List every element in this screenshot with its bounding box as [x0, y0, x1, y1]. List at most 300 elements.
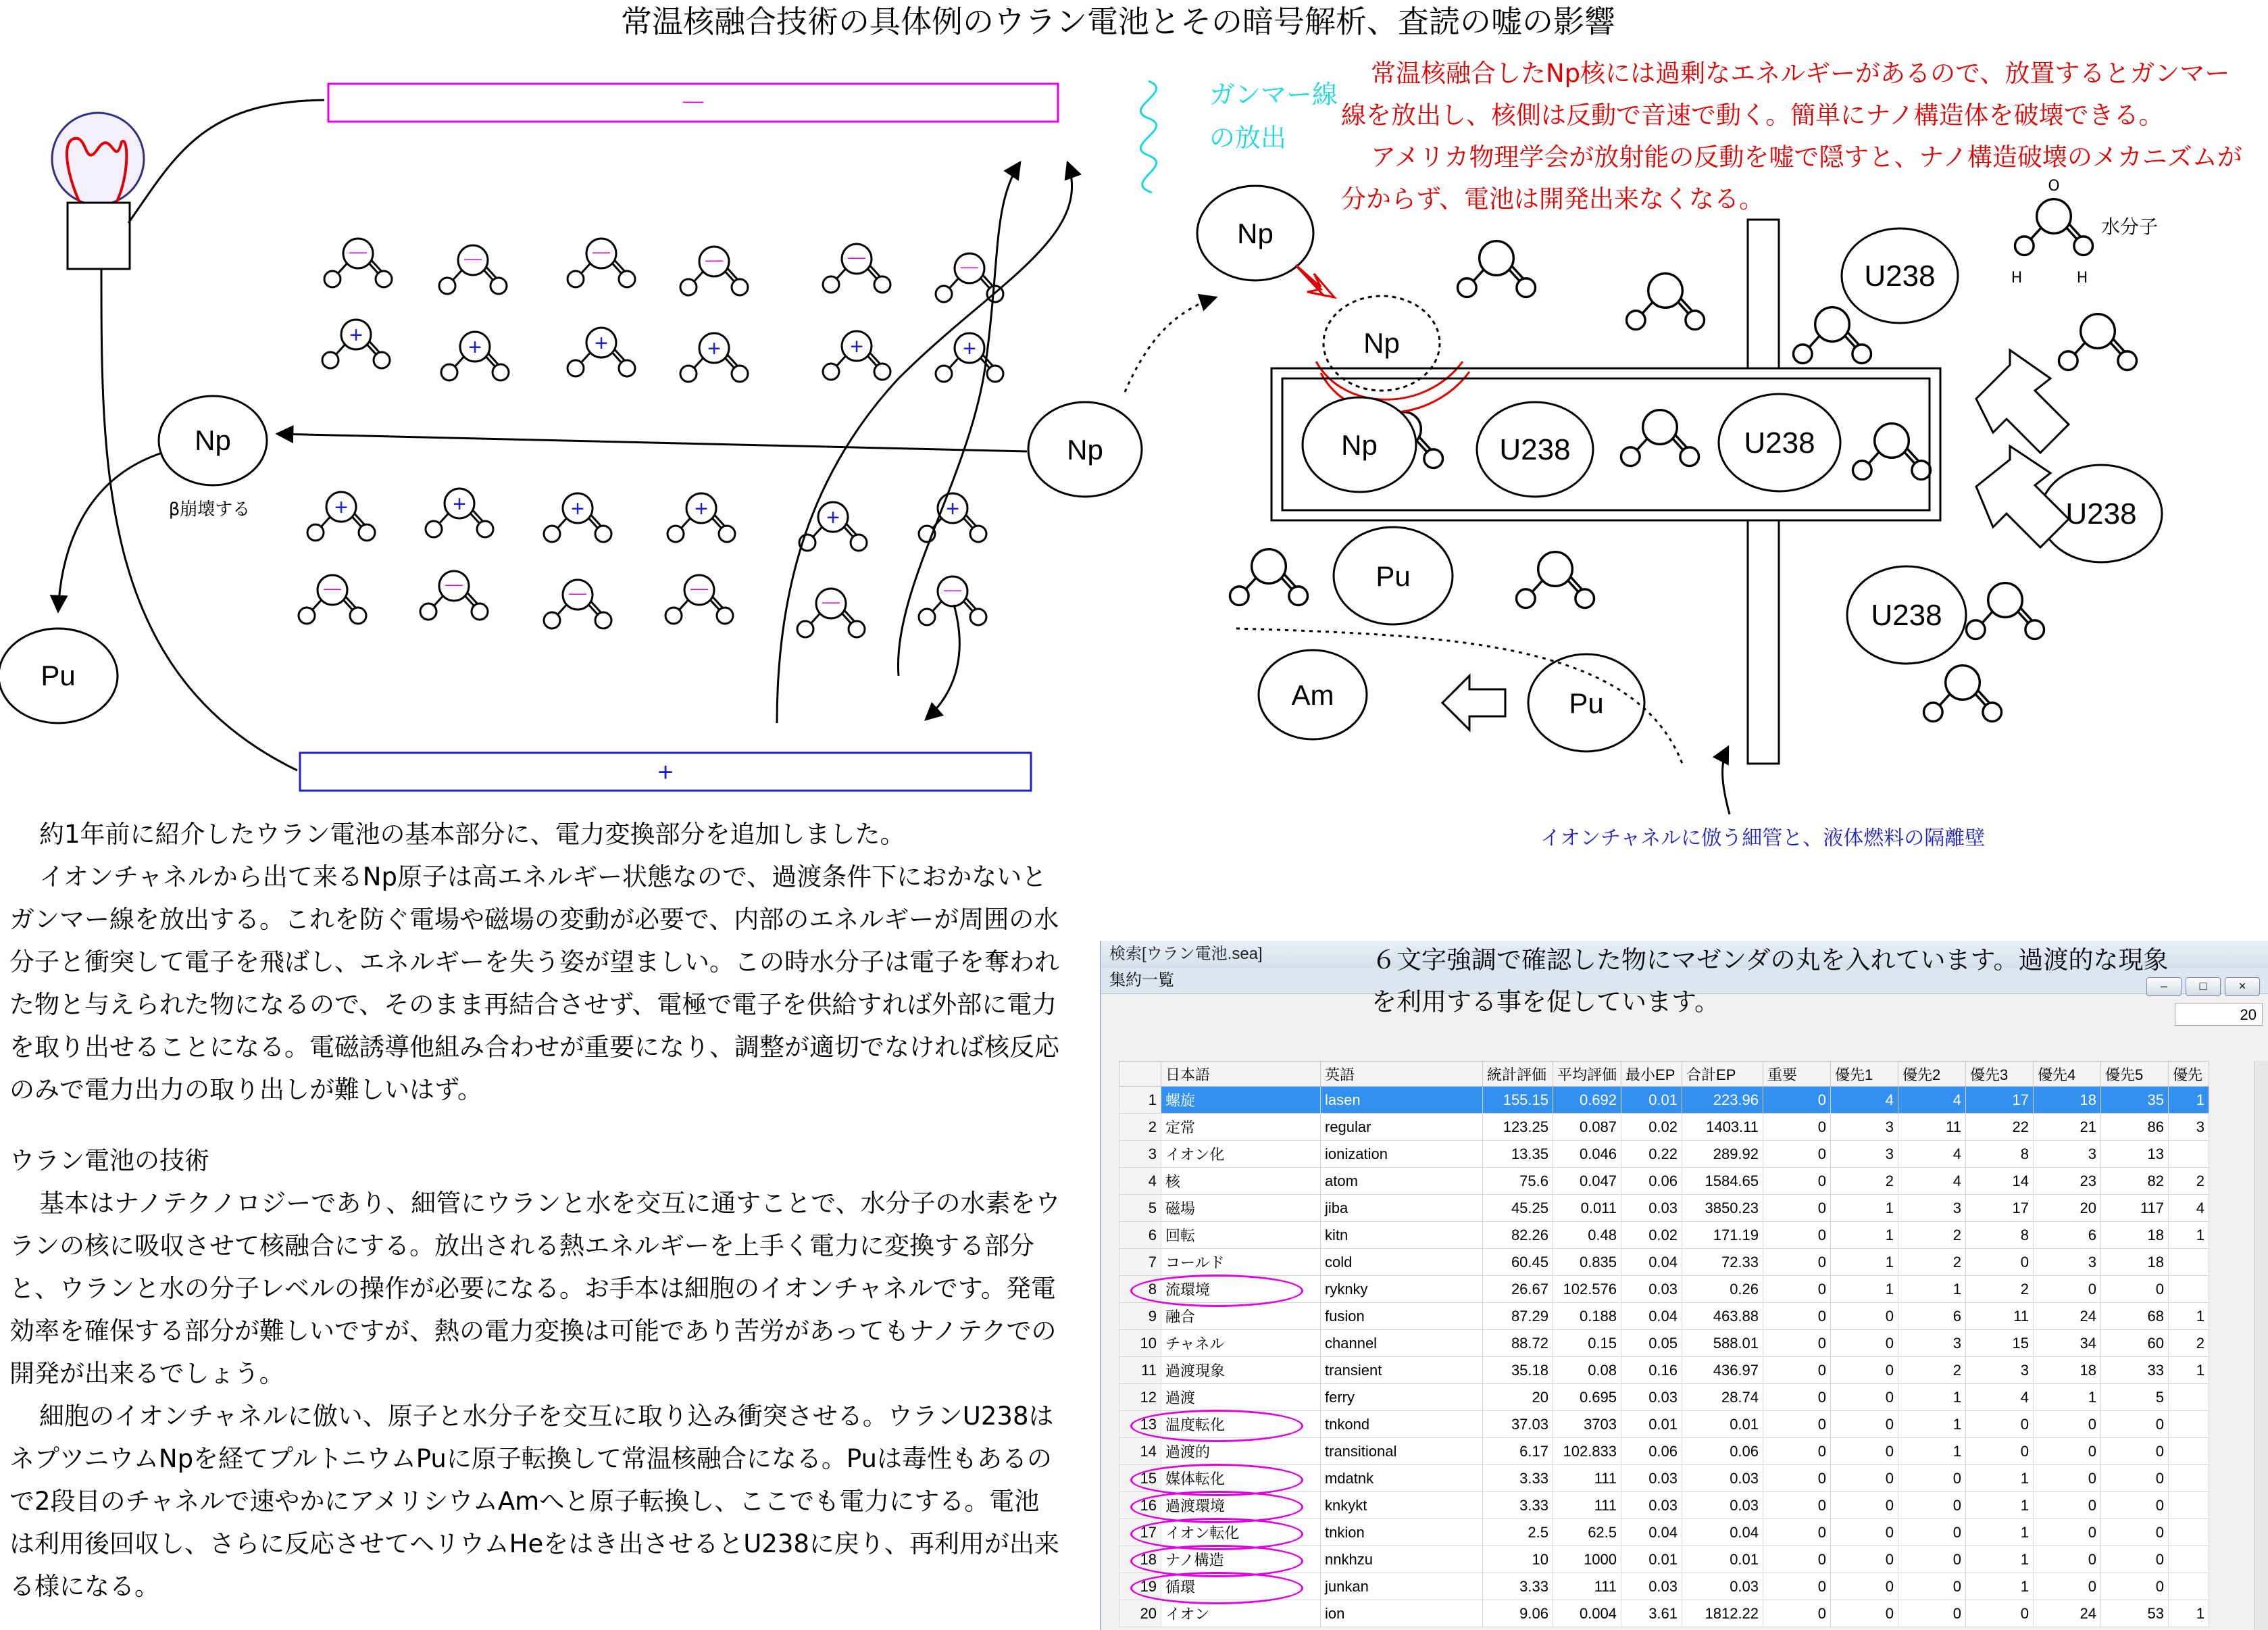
minus-charge-label: － — [321, 578, 344, 603]
table-cell: 4 — [1898, 1168, 1966, 1195]
positive-ion-molecule — [919, 493, 986, 542]
table-cell: 34 — [2034, 1330, 2101, 1357]
table-cell: 0 — [1831, 1357, 1898, 1384]
inflow-arrow-icon-1 — [1976, 350, 2069, 453]
row-number: 2 — [1119, 1114, 1161, 1141]
table-cell: 1 — [1966, 1465, 2034, 1492]
positive-ion-molecule — [441, 332, 509, 380]
result-count-field[interactable]: 20 — [2175, 1003, 2263, 1026]
table-cell: 1 — [1831, 1222, 1898, 1249]
table-cell: 0 — [2101, 1492, 2169, 1519]
column-header[interactable]: 優先1 — [1831, 1062, 1898, 1087]
table-cell: 0 — [1763, 1330, 1831, 1357]
plus-charge-label: + — [349, 322, 363, 348]
table-row[interactable] — [1119, 1276, 2209, 1303]
svg-text:Pu: Pu — [1376, 560, 1411, 592]
table-cell: 117 — [2101, 1195, 2169, 1222]
table-cell: 0 — [1763, 1546, 1831, 1573]
table-cell: 6 — [1898, 1303, 1966, 1330]
minus-charge-label: － — [590, 241, 613, 267]
row-number: 10 — [1119, 1330, 1161, 1357]
svg-text:Np: Np — [1363, 327, 1400, 359]
table-cell: 0 — [1898, 1519, 1966, 1546]
table-cell: 0.04 — [1682, 1519, 1763, 1546]
table-cell: 0 — [2034, 1573, 2101, 1600]
plus-charge-label: + — [946, 496, 959, 522]
table-cell: 0.047 — [1553, 1168, 1621, 1195]
water-molecule — [1458, 241, 1536, 297]
table-cell: 0 — [2034, 1546, 2101, 1573]
table-cell: 9.06 — [1483, 1600, 1553, 1627]
table-cell: 0 — [1898, 1573, 1966, 1600]
table-cell: lasen — [1321, 1087, 1483, 1114]
table-cell: 1 — [1898, 1411, 1966, 1438]
recoil-arrow-icon — [1296, 265, 1334, 297]
table-cell: 1 — [1898, 1384, 1966, 1411]
svg-text:Pu: Pu — [41, 660, 76, 691]
table-cell: 1 — [1831, 1276, 1898, 1303]
table-cell: 0.01 — [1682, 1546, 1763, 1573]
table-cell: 10 — [1483, 1546, 1553, 1573]
table-cell: 過渡環境 — [1161, 1492, 1321, 1519]
row-number: 7 — [1119, 1249, 1161, 1276]
table-cell: 3 — [1831, 1114, 1898, 1141]
channel-wall-caption: イオンチャネルに倣う細管と、液体燃料の隔離壁 — [1540, 826, 1986, 850]
table-cell: 60.45 — [1483, 1249, 1553, 1276]
svg-text:U238: U238 — [1499, 433, 1571, 466]
column-header[interactable]: 統計評価 — [1483, 1062, 1553, 1087]
plus-charge-label: + — [571, 496, 584, 522]
water-molecule — [1967, 583, 2044, 639]
column-header[interactable]: 優先 — [2169, 1062, 2209, 1087]
water-molecule — [2059, 314, 2137, 370]
close-button[interactable]: × — [2225, 977, 2260, 996]
positive-ion-molecule — [568, 328, 635, 376]
table-cell: 4 — [1831, 1087, 1898, 1114]
table-cell: 流環境 — [1161, 1276, 1321, 1303]
table-cell: 0 — [2101, 1573, 2169, 1600]
positive-ion-molecule — [936, 333, 1003, 382]
table-cell: 111 — [1553, 1492, 1621, 1519]
column-header[interactable]: 重要 — [1763, 1062, 1831, 1087]
water-molecule — [1794, 307, 1871, 364]
table-cell — [2169, 1465, 2209, 1492]
table-cell: 0.22 — [1621, 1141, 1682, 1168]
table-cell: 0 — [1831, 1492, 1898, 1519]
table-cell: 0 — [1831, 1411, 1898, 1438]
u238-atom-channel-2 — [1719, 394, 1840, 491]
row-number: 6 — [1119, 1222, 1161, 1249]
table-cell: channel — [1321, 1330, 1483, 1357]
table-cell: 0.06 — [1682, 1438, 1763, 1465]
table-row[interactable] — [1119, 1438, 2209, 1465]
table-cell: 過渡 — [1161, 1384, 1321, 1411]
body-text — [9, 813, 1063, 1608]
table-cell: 1812.22 — [1682, 1600, 1763, 1627]
table-cell: tnkond — [1321, 1411, 1483, 1438]
negative-ion-molecule — [919, 576, 986, 625]
table-cell: 0 — [1763, 1222, 1831, 1249]
table-cell: 4 — [1898, 1087, 1966, 1114]
svg-text:Np: Np — [1237, 218, 1274, 249]
table-cell: 1 — [1898, 1438, 1966, 1465]
minimize-button[interactable]: – — [2146, 977, 2182, 996]
plus-charge-label: + — [963, 336, 976, 362]
table-cell: 463.88 — [1682, 1303, 1763, 1330]
table-row[interactable] — [1119, 1168, 2209, 1195]
table-cell: transitional — [1321, 1438, 1483, 1465]
row-number: 13 — [1119, 1411, 1161, 1438]
table-cell: 18 — [2034, 1087, 2101, 1114]
svg-text:Np: Np — [1341, 429, 1378, 461]
table-cell: 0 — [1763, 1465, 1831, 1492]
table-note: ６文字強調で確認した物にマゼンダの丸を入れています。過渡的な現象を利用する事を促しています。 — [1371, 945, 2169, 1016]
table-cell: 0 — [2101, 1276, 2169, 1303]
table-cell: 15 — [1966, 1330, 2034, 1357]
table-cell: ryknky — [1321, 1276, 1483, 1303]
column-header[interactable]: 優先4 — [2034, 1062, 2101, 1087]
minus-charge-label: － — [347, 241, 370, 267]
table-cell: 0.011 — [1553, 1195, 1621, 1222]
table-cell: 13.35 — [1483, 1141, 1553, 1168]
table-row[interactable] — [1119, 1357, 2209, 1384]
window-title: 検索[ウラン電池.sea] — [1101, 941, 2268, 968]
table-cell: 72.33 — [1682, 1249, 1763, 1276]
water-molecule — [1924, 666, 2002, 722]
table-cell: 2 — [1966, 1276, 2034, 1303]
table-cell: jiba — [1321, 1195, 1483, 1222]
table-cell: 0.01 — [1621, 1546, 1682, 1573]
table-cell: 0.835 — [1553, 1249, 1621, 1276]
table-cell: ion — [1321, 1600, 1483, 1627]
column-header[interactable]: 合計EP — [1682, 1062, 1763, 1087]
row-number: 11 — [1119, 1357, 1161, 1384]
table-cell: 60 — [2101, 1330, 2169, 1357]
table-cell — [2169, 1276, 2209, 1303]
table-cell: 102.833 — [1553, 1438, 1621, 1465]
vertical-scrollbar[interactable] — [2254, 1061, 2268, 1630]
table-cell: 4 — [1966, 1384, 2034, 1411]
table-row[interactable] — [1119, 1141, 2209, 1168]
table-cell: 11 — [1966, 1303, 2034, 1330]
table-cell: knkykt — [1321, 1492, 1483, 1519]
minus-electrode-label: － — [680, 89, 707, 118]
table-cell: 3 — [1831, 1141, 1898, 1168]
pu-atom-lower — [1528, 654, 1644, 751]
svg-text:U238: U238 — [1744, 426, 1815, 460]
gamma-ray-icon — [1140, 81, 1156, 193]
table-cell: junkan — [1321, 1573, 1483, 1600]
table-cell — [2169, 1249, 2209, 1276]
table-cell: 20 — [2034, 1195, 2101, 1222]
negative-ion-molecule — [420, 571, 488, 620]
table-cell: コールド — [1161, 1249, 1321, 1276]
separation-wall-upper — [1748, 220, 1779, 368]
np-atom-left — [159, 396, 267, 485]
table-cell: 0.16 — [1621, 1357, 1682, 1384]
column-header[interactable]: 優先5 — [2101, 1062, 2169, 1087]
table-row[interactable] — [1119, 1384, 2209, 1411]
table-cell: 17 — [1966, 1195, 2034, 1222]
column-header[interactable]: 優先2 — [1898, 1062, 1966, 1087]
table-row[interactable] — [1119, 1492, 2209, 1519]
table-row[interactable] — [1119, 1411, 2209, 1438]
table-cell: 0 — [1831, 1303, 1898, 1330]
table-cell: 温度転化 — [1161, 1411, 1321, 1438]
positive-ion-molecule — [426, 489, 493, 537]
column-header[interactable]: 日本語 — [1161, 1062, 1321, 1087]
table-cell: 289.92 — [1682, 1141, 1763, 1168]
row-number: 15 — [1119, 1465, 1161, 1492]
table-cell: 0 — [1966, 1600, 2034, 1627]
table-cell: 3.33 — [1483, 1492, 1553, 1519]
table-cell — [2169, 1573, 2209, 1600]
table-row[interactable] — [1119, 1114, 2209, 1141]
table-cell: 37.03 — [1483, 1411, 1553, 1438]
table-cell: 1000 — [1553, 1546, 1621, 1573]
plus-charge-label: + — [334, 495, 348, 520]
table-cell: 1 — [1966, 1546, 2034, 1573]
negative-ion-molecule — [568, 239, 635, 287]
table-cell: 0.03 — [1682, 1492, 1763, 1519]
minus-charge-label: － — [443, 574, 465, 599]
table-cell: 2 — [1898, 1222, 1966, 1249]
window-subtitle: 集約一覧 — [1101, 968, 2268, 994]
table-cell: 20 — [1483, 1384, 1553, 1411]
table-cell: 0 — [1898, 1465, 1966, 1492]
table-cell: 0.087 — [1553, 1114, 1621, 1141]
table-cell: 26.67 — [1483, 1276, 1553, 1303]
table-cell: 0.02 — [1621, 1114, 1682, 1141]
minus-charge-label: － — [703, 249, 726, 275]
table-cell: 磁場 — [1161, 1195, 1321, 1222]
water-molecule — [1621, 410, 1699, 466]
row-number: 1 — [1119, 1087, 1161, 1114]
red-note-line: 常温核融合したNp核には過剰なエネルギーがあるので、放置するとガンマー線を放出し、核側は反動で音速で動く。簡単にナノ構造体を破壊できる。 — [1341, 59, 2230, 130]
table-cell: 588.01 — [1682, 1330, 1763, 1357]
table-cell: 1 — [1966, 1492, 2034, 1519]
table-row[interactable] — [1119, 1087, 2209, 1114]
table-cell: 0 — [1763, 1195, 1831, 1222]
table-cell: 1403.11 — [1682, 1114, 1763, 1141]
negative-ion-molecule — [299, 575, 366, 624]
table-row[interactable] — [1119, 1600, 2209, 1627]
table-cell: 0.03 — [1621, 1276, 1682, 1303]
table-cell: 0 — [2034, 1465, 2101, 1492]
table-cell: 過渡的 — [1161, 1438, 1321, 1465]
table-cell: 0 — [1831, 1546, 1898, 1573]
beta-decay-label: β崩壊する — [168, 499, 251, 520]
negative-ion-molecule — [544, 580, 611, 628]
table-cell: 0.03 — [1621, 1465, 1682, 1492]
table-cell: 82 — [2101, 1168, 2169, 1195]
table-cell: 0.03 — [1621, 1573, 1682, 1600]
table-cell: 0.03 — [1682, 1465, 1763, 1492]
table-cell: 1584.65 — [1682, 1168, 1763, 1195]
table-cell: 定常 — [1161, 1114, 1321, 1141]
table-cell: 0 — [1763, 1276, 1831, 1303]
table-cell: 1 — [2169, 1357, 2209, 1384]
table-cell: 0 — [2101, 1519, 2169, 1546]
table-cell: 0 — [1763, 1519, 1831, 1546]
table-cell: ナノ構造 — [1161, 1546, 1321, 1573]
table-cell: ionization — [1321, 1141, 1483, 1168]
table-row[interactable] — [1119, 1519, 2209, 1546]
table-cell: 0 — [1763, 1600, 1831, 1627]
restore-button[interactable]: □ — [2186, 977, 2221, 996]
table-cell — [2169, 1519, 2209, 1546]
table-cell: 融合 — [1161, 1303, 1321, 1330]
minus-charge-label: － — [566, 583, 589, 608]
table-cell: 1 — [2169, 1303, 2209, 1330]
table-cell: 1 — [2169, 1222, 2209, 1249]
table-cell: 過渡現象 — [1161, 1357, 1321, 1384]
plus-charge-label: + — [707, 336, 721, 362]
table-cell: 3 — [1966, 1357, 2034, 1384]
column-header[interactable]: 優先3 — [1966, 1062, 2034, 1087]
table-row[interactable] — [1119, 1573, 2209, 1600]
water-molecule — [1627, 274, 1705, 330]
table-cell: 13 — [2101, 1141, 2169, 1168]
table-cell: 28.74 — [1682, 1384, 1763, 1411]
table-cell: 0.03 — [1682, 1573, 1763, 1600]
table-cell: cold — [1321, 1249, 1483, 1276]
table-cell: 0 — [1763, 1492, 1831, 1519]
svg-text:H: H — [2011, 270, 2023, 287]
table-cell: 24 — [2034, 1600, 2101, 1627]
light-bulb-icon — [52, 113, 144, 269]
table-cell: 123.25 — [1483, 1114, 1553, 1141]
column-header[interactable]: 英語 — [1321, 1062, 1483, 1087]
table-cell: 3 — [2034, 1141, 2101, 1168]
table-cell: 223.96 — [1682, 1087, 1763, 1114]
table-cell: 0 — [1898, 1492, 1966, 1519]
svg-text:Np: Np — [195, 424, 231, 456]
row-number: 5 — [1119, 1195, 1161, 1222]
svg-text:U238: U238 — [1871, 599, 1942, 632]
plus-charge-label: + — [695, 496, 708, 522]
table-cell: 87.29 — [1483, 1303, 1553, 1330]
body-paragraph: 細胞のイオンチャネルに倣い、原子と水分子を交互に取り込み衝突させる。ウランU238はネプツニウムNpを経てプルトニウムPuに原子転換して常温核融合になる。Puは毒性もあるので2段目のチャネルで速やかにアメリシウムAmへと原子転換し、ここでも電力にする。電池は利用後回収し、さらに反応させてヘリウムHeをはき出させるとU238に戻り、再利用が出来る様になる。 — [9, 1402, 1059, 1601]
table-cell: 0 — [1831, 1384, 1898, 1411]
column-header[interactable]: 最小EP — [1621, 1062, 1682, 1087]
table-cell: 0.188 — [1553, 1303, 1621, 1330]
table-cell: 0 — [2101, 1546, 2169, 1573]
row-number: 9 — [1119, 1303, 1161, 1330]
table-cell: 0 — [1763, 1357, 1831, 1384]
positive-ion-molecule — [322, 320, 390, 368]
table-cell: 0 — [1898, 1546, 1966, 1573]
np-atom-recoil — [1324, 296, 1440, 391]
table-cell: イオン転化 — [1161, 1519, 1321, 1546]
table-cell: 5 — [2101, 1384, 2169, 1411]
table-row[interactable] — [1119, 1195, 2209, 1222]
negative-ion-molecule — [680, 247, 748, 295]
table-cell: 111 — [1553, 1573, 1621, 1600]
table-cell: 3.33 — [1483, 1573, 1553, 1600]
table-cell: 0.01 — [1621, 1087, 1682, 1114]
search-result-window — [1100, 941, 2268, 1630]
table-cell: 86 — [2101, 1114, 2169, 1141]
pu-atom-center — [1334, 527, 1453, 624]
table-row[interactable] — [1119, 1222, 2209, 1249]
table-cell: 88.72 — [1483, 1330, 1553, 1357]
gamma-emission-label: ガンマー線 の放出 — [1209, 80, 1338, 153]
table-cell: 0 — [1966, 1249, 2034, 1276]
table-cell: 0 — [2034, 1438, 2101, 1465]
table-cell: 22 — [1966, 1114, 2034, 1141]
table-cell: 0.08 — [1553, 1357, 1621, 1384]
table-cell: tnkion — [1321, 1519, 1483, 1546]
table-row[interactable] — [1119, 1465, 2209, 1492]
table-cell: 1 — [1831, 1249, 1898, 1276]
table-cell: nnkhzu — [1321, 1546, 1483, 1573]
table-cell: 0.04 — [1621, 1303, 1682, 1330]
u238-atom-right-3 — [1847, 566, 1966, 664]
outflow-arrow-icon — [1442, 676, 1505, 730]
table-cell: 3 — [1898, 1195, 1966, 1222]
column-header[interactable] — [1119, 1062, 1161, 1087]
table-cell: 0 — [1831, 1330, 1898, 1357]
red-explanation-note — [1341, 53, 2246, 220]
table-cell: 1 — [1966, 1573, 2034, 1600]
plus-charge-label: + — [826, 505, 840, 530]
negative-ion-molecule — [324, 239, 392, 287]
positive-ion-molecule — [823, 331, 890, 380]
ionized-water-molecules — [299, 239, 1003, 637]
table-cell: 0 — [1831, 1519, 1898, 1546]
table-cell: 2 — [1831, 1168, 1898, 1195]
row-number: 20 — [1119, 1600, 1161, 1627]
negative-ion-molecule — [439, 245, 507, 294]
table-cell — [2169, 1411, 2209, 1438]
table-cell: 0 — [1898, 1600, 1966, 1627]
table-row[interactable] — [1119, 1249, 2209, 1276]
table-row[interactable] — [1119, 1546, 2209, 1573]
table-cell: 6 — [2034, 1222, 2101, 1249]
table-cell: 4 — [1898, 1141, 1966, 1168]
table-cell: 0.046 — [1553, 1141, 1621, 1168]
table-cell: チャネル — [1161, 1330, 1321, 1357]
positive-ion-molecule — [307, 492, 375, 541]
table-cell: 0.695 — [1553, 1384, 1621, 1411]
svg-text:Np: Np — [1067, 434, 1103, 466]
table-cell: 3 — [2169, 1114, 2209, 1141]
table-cell: 33 — [2101, 1357, 2169, 1384]
table-cell: 82.26 — [1483, 1222, 1553, 1249]
row-number: 19 — [1119, 1573, 1161, 1600]
table-cell: 2 — [2169, 1330, 2209, 1357]
table-cell: 1 — [2169, 1600, 2209, 1627]
negative-ion-molecule — [665, 575, 733, 624]
table-cell: 3 — [1898, 1330, 1966, 1357]
np-atom-center — [1028, 402, 1142, 497]
minus-charge-label: － — [941, 579, 964, 605]
table-row[interactable] — [1119, 1330, 2209, 1357]
table-cell: 35 — [2101, 1087, 2169, 1114]
table-cell: 0 — [1966, 1438, 2034, 1465]
table-cell: 111 — [1553, 1465, 1621, 1492]
svg-text:U238: U238 — [2065, 497, 2137, 530]
minus-charge-label: － — [820, 591, 842, 617]
table-row[interactable] — [1119, 1303, 2209, 1330]
table-cell: 171.19 — [1682, 1222, 1763, 1249]
column-header[interactable]: 平均評価 — [1553, 1062, 1621, 1087]
row-number: 3 — [1119, 1141, 1161, 1168]
body-paragraph: 約1年前に紹介したウラン電池の基本部分に、電力変換部分を追加しました。 — [39, 820, 905, 849]
table-cell: イオン — [1161, 1600, 1321, 1627]
separation-wall-lower — [1748, 520, 1779, 764]
